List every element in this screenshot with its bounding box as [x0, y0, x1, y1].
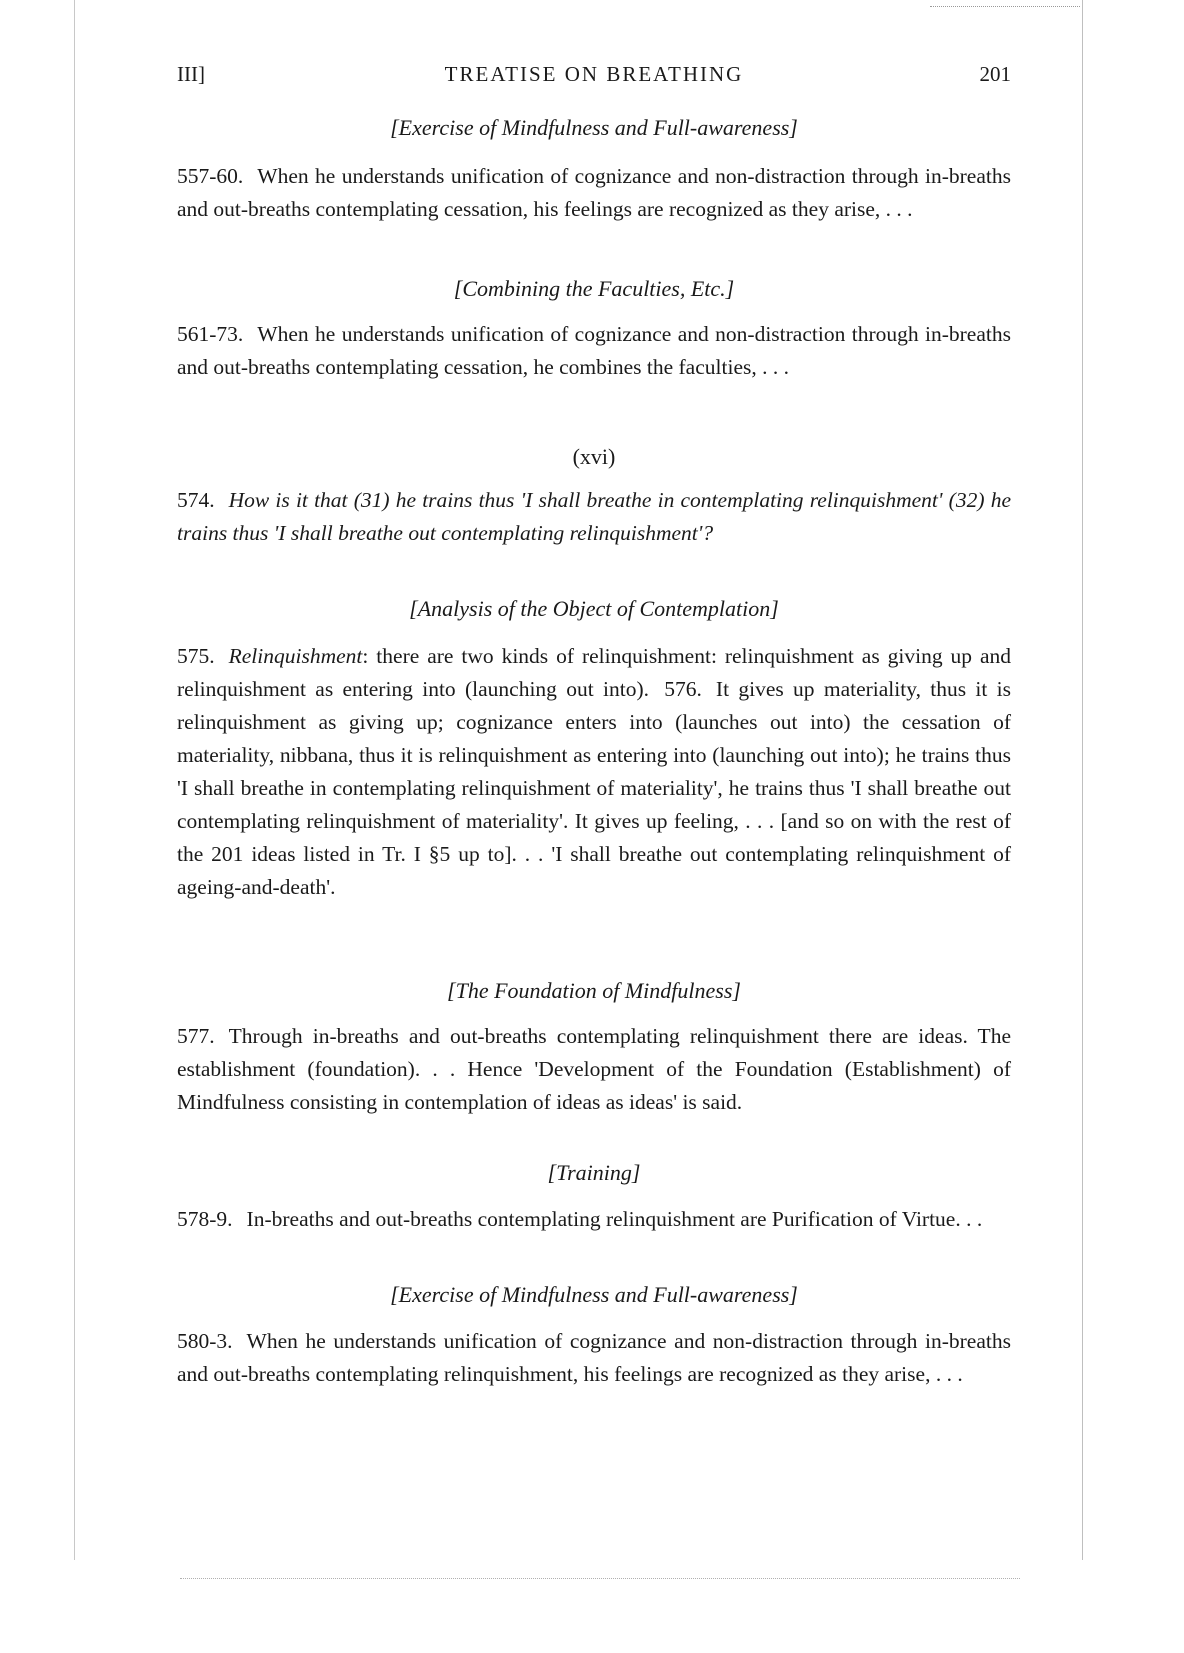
section-heading: [Exercise of Mindfulness and Full-awareness]: [390, 115, 798, 140]
paragraph-578-9: [177, 1203, 1011, 1236]
paragraph-number: 574.: [177, 488, 215, 512]
paragraph-561-73: [177, 318, 1011, 384]
paragraph-text: It gives up materiality, thus it is relinquishment as giving up; cognizance enters into (launches out into) the cessation of materiality, nibbana, thus it is relinquishment as entering into (launching out into); he trains thus 'I shall breathe in contemplating relinquishment of materiality', he trains thus 'I shall breathe out contemplating relinquishment of materiality'. It gives up feeling, . . . [and so on with the rest of the 201 ideas listed in Tr. I §5 up to]. . . 'I shall breathe out contemplating relinquishment of ageing-and-death'.: [177, 677, 1011, 899]
paragraph-557-60: [177, 160, 1011, 226]
paragraph-577: [177, 1020, 1011, 1119]
section-heading: [Exercise of Mindfulness and Full-awareness]: [390, 1282, 798, 1307]
section-heading: [Combining the Faculties, Etc.]: [453, 276, 735, 301]
paragraph-number: 577.: [177, 1024, 215, 1048]
paragraph-580-3: [177, 1325, 1011, 1391]
paragraph-number: 561-73.: [177, 322, 244, 346]
paragraph-text: : there are two kinds of relinquishment: relinquishment as giving up and relinquishment as entering into (launching out into).: [177, 644, 1011, 701]
scan-margin-top: [930, 6, 1080, 8]
paragraph-number: 580-3.: [177, 1329, 233, 1353]
scan-margin-bottom: [180, 1578, 1020, 1580]
section-heading: [The Foundation of Mindfulness]: [447, 978, 741, 1003]
scan-margin-left: [74, 0, 75, 1560]
paragraph-text: When he understands unification of cognizance and non-distraction through in-breaths and out-breaths contemplating cessation, his feelings are recognized as they arise, . . .: [177, 164, 1011, 221]
paragraph-text: When he understands unification of cognizance and non-distraction through in-breaths and out-breaths contemplating relinquishment, his feelings are recognized as they arise, . . .: [177, 1329, 1011, 1386]
section-heading: [Training]: [547, 1160, 641, 1185]
section-numeral: (xvi): [572, 444, 616, 469]
paragraph-text: In-breaths and out-breaths contemplating relinquishment are Purification of Virtue. . .: [246, 1207, 983, 1231]
paragraph-text: When he understands unification of cognizance and non-distraction through in-breaths and out-breaths contemplating cessation, he combines the faculties, . . .: [177, 322, 1011, 379]
paragraph-574: [177, 484, 1011, 550]
running-title: TREATISE ON BREATHING: [444, 62, 744, 86]
italic-term: Relinquishment: [228, 644, 363, 668]
scan-margin-right: [1082, 0, 1083, 1560]
chapter-marker: III]: [177, 62, 205, 86]
page-number: 201: [979, 62, 1011, 86]
paragraph-number: 578-9.: [177, 1207, 233, 1231]
paragraph-number: 557-60.: [177, 164, 244, 188]
paragraph-text: Through in-breaths and out-breaths contemplating relinquishment there are ideas. The establishment (foundation). . . Hence 'Development of the Foundation (Establishment) of Mindfulness consisting in contemplation of ideas as ideas' is said.: [177, 1024, 1011, 1114]
running-head: [177, 62, 1011, 92]
paragraph-number: 575.: [177, 644, 215, 668]
paragraph-575-576: [177, 640, 1011, 904]
paragraph-number: 576.: [664, 677, 702, 701]
paragraph-text: How is it that (31) he trains thus 'I shall breathe in contemplating relinquishment' (32) he trains thus 'I shall breathe out contemplating relinquishment'?: [177, 488, 1011, 545]
section-heading: [Analysis of the Object of Contemplation]: [409, 596, 779, 621]
